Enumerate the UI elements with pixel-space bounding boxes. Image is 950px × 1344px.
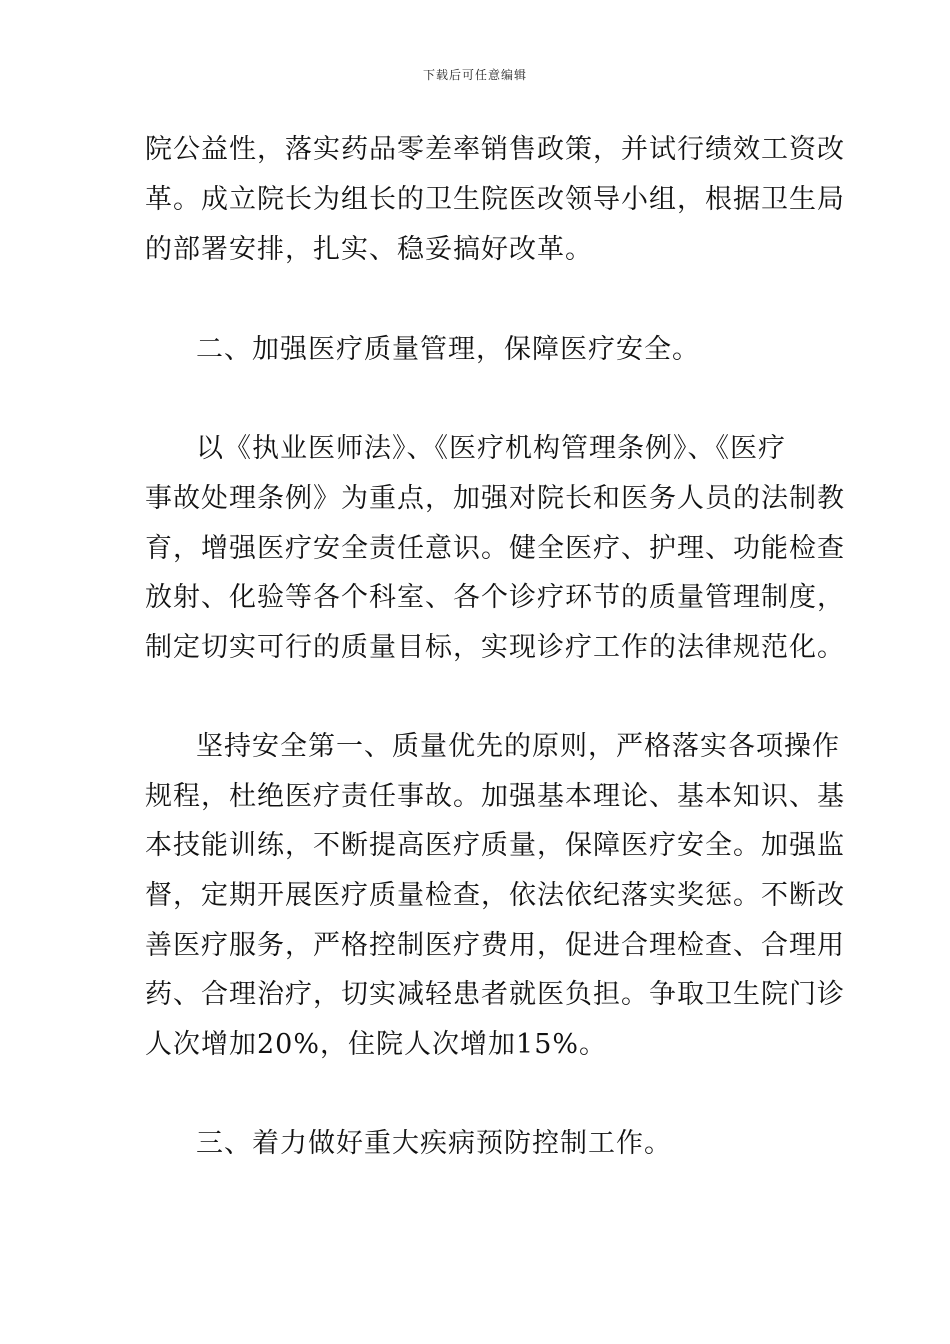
- paragraph-4-line-1: 坚持安全第一、质量优先的原则，严格落实各项操作: [196, 731, 840, 762]
- paragraph-4-line-4: 督，定期开展医疗质量检查，依法依纪落实奖惩。不断改: [145, 880, 845, 911]
- paragraph-4-line-7: 人次增加20%，住院人次增加15%。: [145, 1029, 608, 1060]
- paragraph-4-line-5: 善医疗服务，严格控制医疗费用，促进合理检查、合理用: [145, 930, 845, 961]
- paragraph-4-line-3: 本技能训练，不断提高医疗质量，保障医疗安全。加强监: [145, 830, 845, 861]
- paragraph-1-line-3: 的部署安排，扎实、稳妥搞好改革。: [145, 234, 593, 265]
- paragraph-3-line-2: 事故处理条例》为重点，加强对院长和医务人员的法制教: [145, 483, 845, 514]
- section-heading-2: 二、加强医疗质量管理，保障医疗安全。: [196, 334, 700, 365]
- paragraph-3-line-4: 放射、化验等各个科室、各个诊疗环节的质量管理制度，: [145, 582, 845, 613]
- paragraph-3-line-1: 以《执业医师法》、《医疗机构管理条例》、《医疗: [196, 433, 786, 464]
- paragraph-1-line-1: 院公益性，落实药品零差率销售政策，并试行绩效工资改: [145, 134, 845, 165]
- paragraph-3-line-5: 制定切实可行的质量目标，实现诊疗工作的法律规范化。: [145, 632, 845, 663]
- section-heading-3: 三、着力做好重大疾病预防控制工作。: [196, 1128, 672, 1159]
- paragraph-4-line-2: 规程，杜绝医疗责任事故。加强基本理论、基本知识、基: [145, 781, 845, 812]
- page-header: 下载后可任意编辑: [422, 68, 527, 82]
- paragraph-1-line-2: 革。成立院长为组长的卫生院医改领导小组，根据卫生局: [145, 184, 845, 215]
- paragraph-3-line-3: 育，增强医疗安全责任意识。健全医疗、护理、功能检查: [145, 533, 845, 564]
- paragraph-4-line-6: 药、合理治疗，切实减轻患者就医负担。争取卫生院门诊: [145, 979, 845, 1010]
